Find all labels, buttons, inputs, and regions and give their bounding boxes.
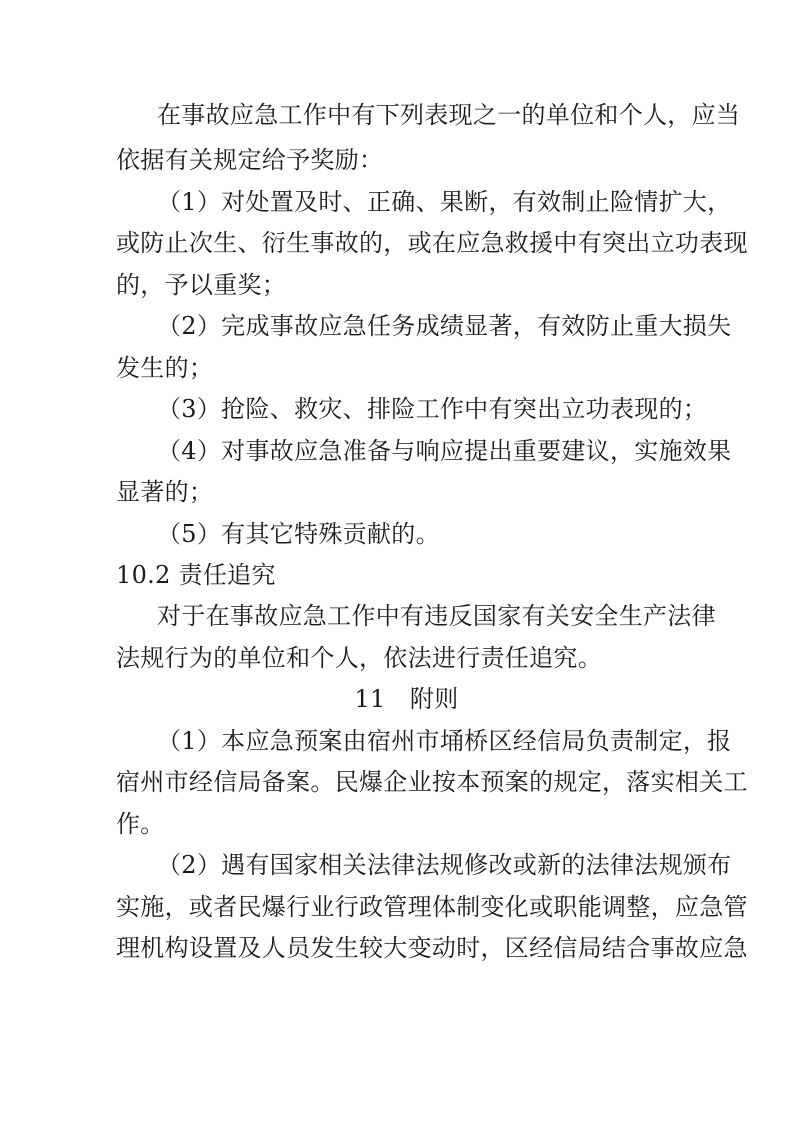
chapter-heading bbox=[0, 684, 793, 714]
list-item-line: （2）完成事故应急任务成绩显著，有效防止重大损失 bbox=[157, 312, 732, 340]
list-item-line: （1）本应急预案由宿州市埇桥区经信局负责制定，报 bbox=[157, 727, 732, 755]
paragraph-line: 发生的； bbox=[116, 354, 214, 382]
list-item-line: （2）遇有国家相关法律法规修改或新的法律法规颁布 bbox=[157, 851, 732, 879]
list-item-line: （3）抢险、救灾、排险工作中有突出立功表现的； bbox=[157, 395, 708, 423]
paragraph-line: 理机构设置及人员发生较大变动时，区经信局结合事故应急 bbox=[116, 934, 748, 962]
list-item-line: （1）对处置及时、正确、果断，有效制止险情扩大， bbox=[157, 188, 732, 216]
list-item-line: （5）有其它特殊贡献的。 bbox=[157, 520, 440, 548]
paragraph-line: 在事故应急工作中有下列表现之一的单位和个人，应当 bbox=[157, 101, 741, 129]
section-heading: 10.2 责任追究 bbox=[116, 561, 276, 589]
paragraph-line: 对于在事故应急工作中有违反国家有关安全生产法律 bbox=[157, 602, 716, 630]
paragraph-line: 的，予以重奖； bbox=[116, 271, 287, 299]
paragraph-line: 实施，或者民爆行业行政管理体制变化或职能调整，应急管 bbox=[116, 893, 748, 921]
paragraph-line: 显著的； bbox=[116, 478, 214, 506]
paragraph-line: 法规行为的单位和个人，依法进行责任追究。 bbox=[116, 644, 602, 672]
paragraph-line: 或防止次生、衍生事故的，或在应急救援中有突出立功表现 bbox=[116, 229, 748, 257]
paragraph-line: 宿州市经信局备案。民爆企业按本预案的规定，落实相关工 bbox=[116, 768, 748, 796]
list-item-line: （4）对事故应急准备与响应提出重要建议，实施效果 bbox=[157, 437, 732, 465]
chapter-heading-text: 11 附则 bbox=[354, 685, 459, 713]
paragraph-line: 作。 bbox=[116, 810, 165, 838]
paragraph-line: 依据有关规定给予奖励： bbox=[116, 146, 384, 174]
